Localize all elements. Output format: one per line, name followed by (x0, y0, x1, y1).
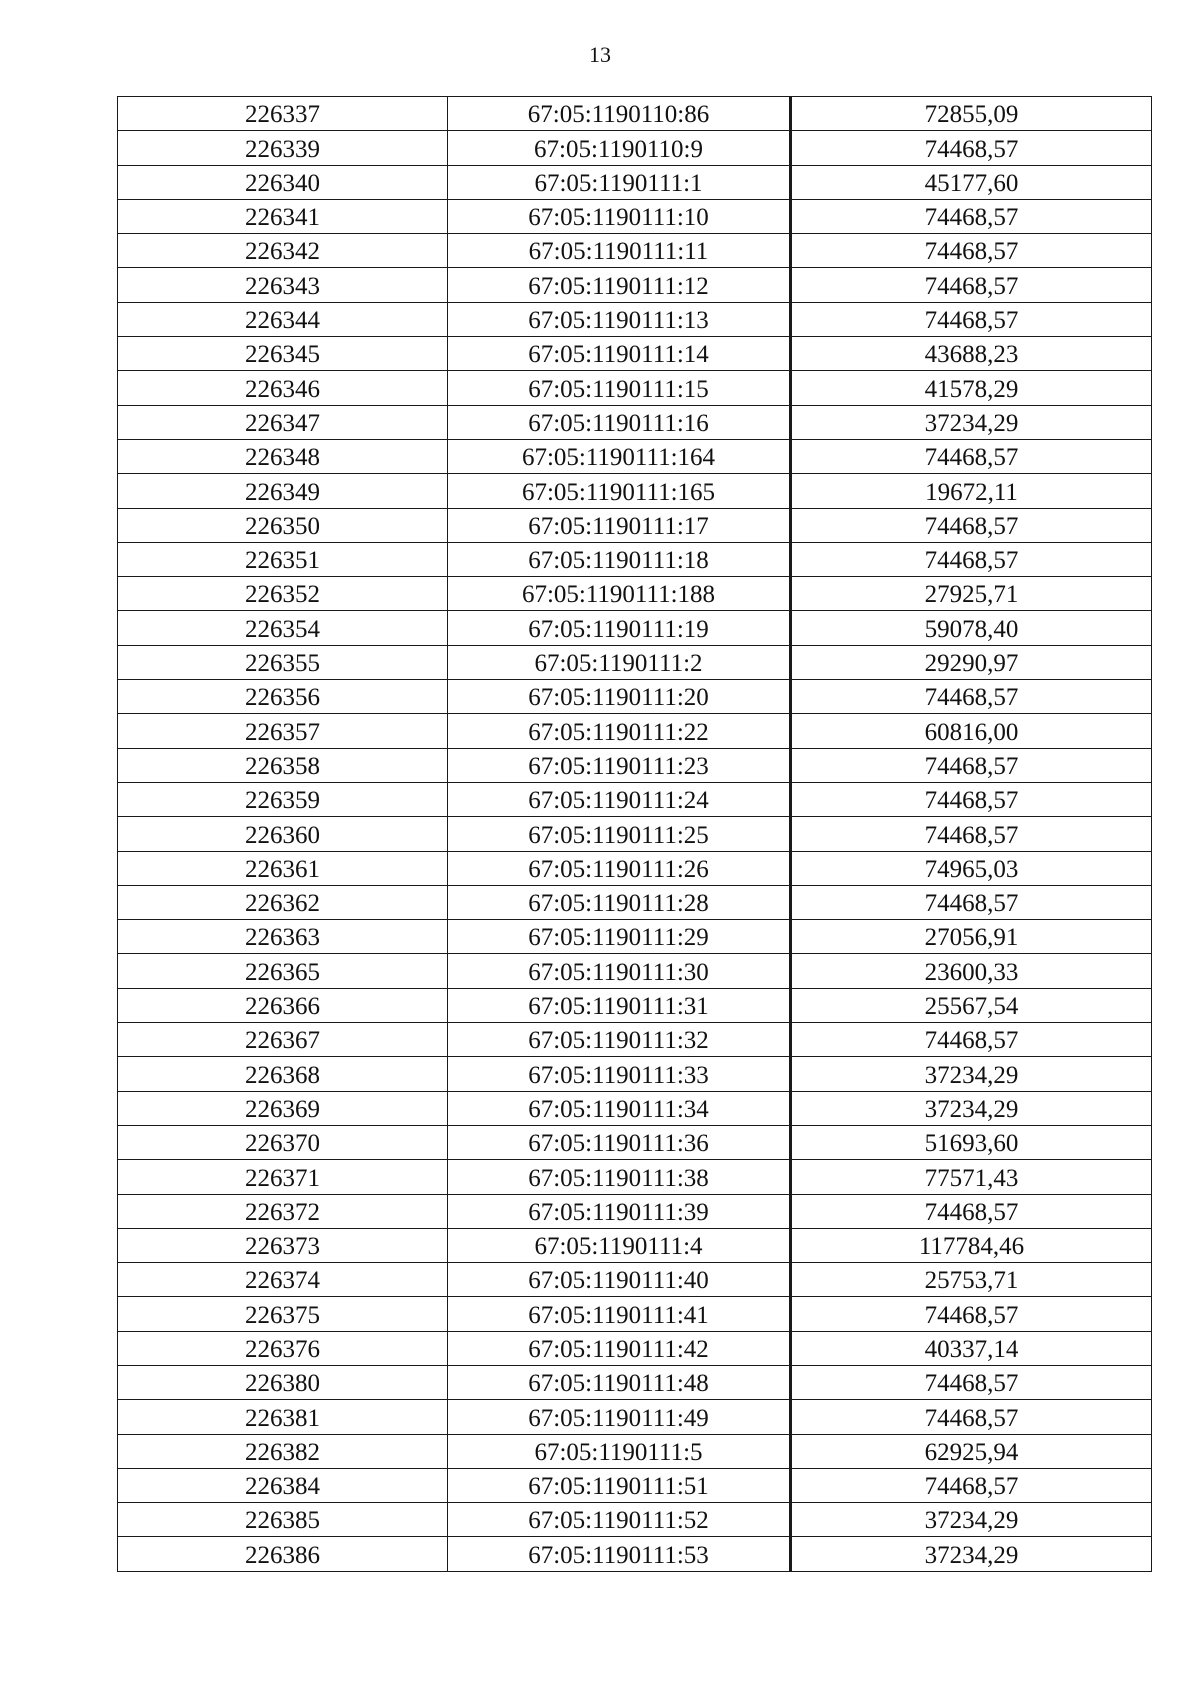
value-cell: 37234,29 (791, 1091, 1152, 1125)
record-number-cell: 226349 (118, 474, 448, 508)
value-cell: 74468,57 (791, 748, 1152, 782)
record-number-cell: 226369 (118, 1091, 448, 1125)
value-cell: 74468,57 (791, 885, 1152, 919)
value-cell: 74468,57 (791, 439, 1152, 473)
cadastral-number-cell: 67:05:1190111:164 (448, 439, 791, 473)
value-cell: 74468,57 (791, 1468, 1152, 1502)
value-cell: 74965,03 (791, 851, 1152, 885)
value-cell: 37234,29 (791, 1503, 1152, 1537)
table-row (118, 885, 1152, 919)
record-number-cell: 226359 (118, 782, 448, 816)
record-number-cell: 226344 (118, 302, 448, 336)
value-cell: 117784,46 (791, 1228, 1152, 1262)
table-row (118, 234, 1152, 268)
record-number-cell: 226374 (118, 1263, 448, 1297)
page-number: 13 (589, 42, 611, 67)
value-cell: 74468,57 (791, 199, 1152, 233)
record-number-cell: 226384 (118, 1468, 448, 1502)
value-cell: 59078,40 (791, 611, 1152, 645)
cadastral-number-cell: 67:05:1190111:33 (448, 1057, 791, 1091)
record-number-cell: 226352 (118, 577, 448, 611)
record-number-cell: 226362 (118, 885, 448, 919)
table-row (118, 97, 1152, 131)
registry-table (117, 96, 1152, 1572)
table-row (118, 337, 1152, 371)
value-cell: 74468,57 (791, 1365, 1152, 1399)
record-number-cell: 226340 (118, 165, 448, 199)
value-cell: 74468,57 (791, 508, 1152, 542)
table-row (118, 1365, 1152, 1399)
cadastral-number-cell: 67:05:1190111:11 (448, 234, 791, 268)
cadastral-number-cell: 67:05:1190111:39 (448, 1194, 791, 1228)
value-cell: 40337,14 (791, 1331, 1152, 1365)
value-cell: 60816,00 (791, 714, 1152, 748)
record-number-cell: 226350 (118, 508, 448, 542)
cadastral-number-cell: 67:05:1190111:188 (448, 577, 791, 611)
cadastral-number-cell: 67:05:1190110:9 (448, 131, 791, 165)
cadastral-number-cell: 67:05:1190110:86 (448, 97, 791, 131)
cadastral-number-cell: 67:05:1190111:51 (448, 1468, 791, 1502)
table-row (118, 508, 1152, 542)
value-cell: 23600,33 (791, 954, 1152, 988)
table-row (118, 1160, 1152, 1194)
value-cell: 25567,54 (791, 988, 1152, 1022)
cadastral-number-cell: 67:05:1190111:31 (448, 988, 791, 1022)
table-row (118, 1228, 1152, 1262)
table-row (118, 199, 1152, 233)
cadastral-number-cell: 67:05:1190111:42 (448, 1331, 791, 1365)
table-row (118, 474, 1152, 508)
value-cell: 74468,57 (791, 1400, 1152, 1434)
value-cell: 74468,57 (791, 1023, 1152, 1057)
table-row (118, 611, 1152, 645)
table-row (118, 439, 1152, 473)
cadastral-number-cell: 67:05:1190111:12 (448, 268, 791, 302)
value-cell: 74468,57 (791, 680, 1152, 714)
value-cell: 45177,60 (791, 165, 1152, 199)
record-number-cell: 226368 (118, 1057, 448, 1091)
cadastral-number-cell: 67:05:1190111:40 (448, 1263, 791, 1297)
cadastral-number-cell: 67:05:1190111:19 (448, 611, 791, 645)
table-row (118, 1468, 1152, 1502)
record-number-cell: 226356 (118, 680, 448, 714)
value-cell: 77571,43 (791, 1160, 1152, 1194)
value-cell: 74468,57 (791, 542, 1152, 576)
table-row (118, 1434, 1152, 1468)
table-row (118, 542, 1152, 576)
table-row (118, 954, 1152, 988)
table-row (118, 645, 1152, 679)
record-number-cell: 226365 (118, 954, 448, 988)
cadastral-number-cell: 67:05:1190111:14 (448, 337, 791, 371)
record-number-cell: 226385 (118, 1503, 448, 1537)
table-row (118, 1091, 1152, 1125)
record-number-cell: 226342 (118, 234, 448, 268)
value-cell: 25753,71 (791, 1263, 1152, 1297)
record-number-cell: 226354 (118, 611, 448, 645)
cadastral-number-cell: 67:05:1190111:10 (448, 199, 791, 233)
table-row (118, 131, 1152, 165)
cadastral-number-cell: 67:05:1190111:2 (448, 645, 791, 679)
cadastral-number-cell: 67:05:1190111:13 (448, 302, 791, 336)
record-number-cell: 226341 (118, 199, 448, 233)
record-number-cell: 226337 (118, 97, 448, 131)
record-number-cell: 226366 (118, 988, 448, 1022)
record-number-cell: 226380 (118, 1365, 448, 1399)
table-row (118, 817, 1152, 851)
cadastral-number-cell: 67:05:1190111:16 (448, 405, 791, 439)
table-row (118, 405, 1152, 439)
cadastral-number-cell: 67:05:1190111:41 (448, 1297, 791, 1331)
value-cell: 37234,29 (791, 405, 1152, 439)
record-number-cell: 226343 (118, 268, 448, 302)
value-cell: 27925,71 (791, 577, 1152, 611)
value-cell: 74468,57 (791, 782, 1152, 816)
registry-table-body (118, 97, 1152, 1572)
table-row (118, 1023, 1152, 1057)
value-cell: 74468,57 (791, 131, 1152, 165)
value-cell: 43688,23 (791, 337, 1152, 371)
cadastral-number-cell: 67:05:1190111:53 (448, 1537, 791, 1571)
cadastral-number-cell: 67:05:1190111:52 (448, 1503, 791, 1537)
value-cell: 74468,57 (791, 817, 1152, 851)
cadastral-number-cell: 67:05:1190111:23 (448, 748, 791, 782)
table-row (118, 1194, 1152, 1228)
value-cell: 74468,57 (791, 268, 1152, 302)
table-row (118, 371, 1152, 405)
value-cell: 37234,29 (791, 1537, 1152, 1571)
record-number-cell: 226351 (118, 542, 448, 576)
cadastral-number-cell: 67:05:1190111:20 (448, 680, 791, 714)
record-number-cell: 226370 (118, 1125, 448, 1159)
cadastral-number-cell: 67:05:1190111:1 (448, 165, 791, 199)
table-row (118, 577, 1152, 611)
record-number-cell: 226360 (118, 817, 448, 851)
record-number-cell: 226358 (118, 748, 448, 782)
cadastral-number-cell: 67:05:1190111:15 (448, 371, 791, 405)
table-row (118, 851, 1152, 885)
value-cell: 74468,57 (791, 1194, 1152, 1228)
table-row (118, 1057, 1152, 1091)
record-number-cell: 226361 (118, 851, 448, 885)
cadastral-number-cell: 67:05:1190111:32 (448, 1023, 791, 1057)
record-number-cell: 226372 (118, 1194, 448, 1228)
cadastral-number-cell: 67:05:1190111:4 (448, 1228, 791, 1262)
value-cell: 72855,09 (791, 97, 1152, 131)
table-row (118, 1400, 1152, 1434)
record-number-cell: 226345 (118, 337, 448, 371)
value-cell: 74468,57 (791, 234, 1152, 268)
cadastral-number-cell: 67:05:1190111:36 (448, 1125, 791, 1159)
record-number-cell: 226363 (118, 920, 448, 954)
table-row (118, 165, 1152, 199)
value-cell: 51693,60 (791, 1125, 1152, 1159)
cadastral-number-cell: 67:05:1190111:17 (448, 508, 791, 542)
cadastral-number-cell: 67:05:1190111:48 (448, 1365, 791, 1399)
table-row (118, 1263, 1152, 1297)
cadastral-number-cell: 67:05:1190111:38 (448, 1160, 791, 1194)
table-row (118, 714, 1152, 748)
record-number-cell: 226357 (118, 714, 448, 748)
cadastral-number-cell: 67:05:1190111:22 (448, 714, 791, 748)
table-row (118, 1331, 1152, 1365)
value-cell: 19672,11 (791, 474, 1152, 508)
table-row (118, 748, 1152, 782)
table-row (118, 302, 1152, 336)
cadastral-number-cell: 67:05:1190111:26 (448, 851, 791, 885)
cadastral-number-cell: 67:05:1190111:5 (448, 1434, 791, 1468)
record-number-cell: 226373 (118, 1228, 448, 1262)
cadastral-number-cell: 67:05:1190111:28 (448, 885, 791, 919)
cadastral-number-cell: 67:05:1190111:29 (448, 920, 791, 954)
record-number-cell: 226347 (118, 405, 448, 439)
value-cell: 74468,57 (791, 1297, 1152, 1331)
record-number-cell: 226355 (118, 645, 448, 679)
table-row (118, 782, 1152, 816)
record-number-cell: 226346 (118, 371, 448, 405)
record-number-cell: 226339 (118, 131, 448, 165)
value-cell: 41578,29 (791, 371, 1152, 405)
table-row (118, 268, 1152, 302)
record-number-cell: 226376 (118, 1331, 448, 1365)
cadastral-number-cell: 67:05:1190111:24 (448, 782, 791, 816)
cadastral-number-cell: 67:05:1190111:34 (448, 1091, 791, 1125)
value-cell: 29290,97 (791, 645, 1152, 679)
record-number-cell: 226375 (118, 1297, 448, 1331)
value-cell: 62925,94 (791, 1434, 1152, 1468)
cadastral-number-cell: 67:05:1190111:165 (448, 474, 791, 508)
value-cell: 27056,91 (791, 920, 1152, 954)
record-number-cell: 226386 (118, 1537, 448, 1571)
table-row (118, 1537, 1152, 1571)
record-number-cell: 226367 (118, 1023, 448, 1057)
table-row (118, 920, 1152, 954)
cadastral-number-cell: 67:05:1190111:30 (448, 954, 791, 988)
record-number-cell: 226382 (118, 1434, 448, 1468)
cadastral-number-cell: 67:05:1190111:18 (448, 542, 791, 576)
table-row (118, 1125, 1152, 1159)
cadastral-number-cell: 67:05:1190111:25 (448, 817, 791, 851)
table-row (118, 1297, 1152, 1331)
table-row (118, 988, 1152, 1022)
table-row (118, 1503, 1152, 1537)
record-number-cell: 226348 (118, 439, 448, 473)
value-cell: 37234,29 (791, 1057, 1152, 1091)
table-row (118, 680, 1152, 714)
value-cell: 74468,57 (791, 302, 1152, 336)
cadastral-number-cell: 67:05:1190111:49 (448, 1400, 791, 1434)
record-number-cell: 226371 (118, 1160, 448, 1194)
record-number-cell: 226381 (118, 1400, 448, 1434)
